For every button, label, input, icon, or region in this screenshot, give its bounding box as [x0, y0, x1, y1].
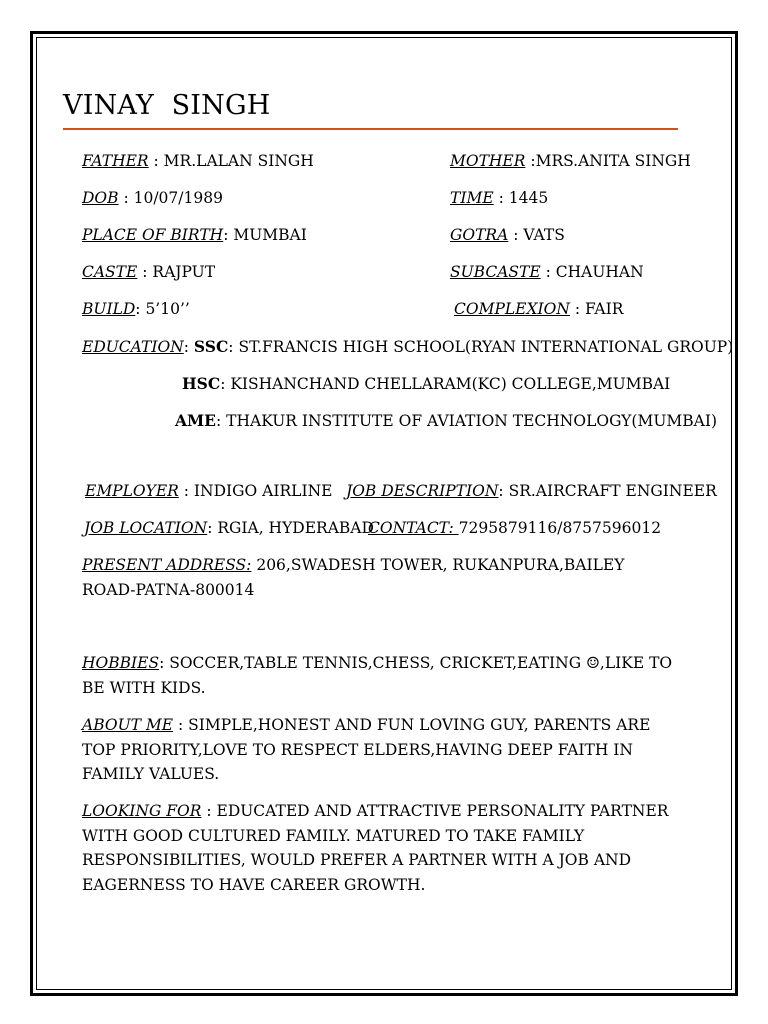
jobdesc-label: JOB DESCRIPTION: [346, 482, 499, 500]
hsc-row: [182, 374, 670, 394]
title-divider: [63, 128, 678, 130]
mother-row: [450, 151, 691, 171]
father-label: FATHER: [82, 152, 149, 170]
ame-label: AME: [175, 411, 216, 430]
employer-label: EMPLOYER: [85, 482, 179, 500]
build-value: : 5’10’’: [135, 300, 190, 318]
time-row: [450, 188, 548, 208]
time-label: TIME: [450, 189, 494, 207]
about-value: : SIMPLE,HONEST AND FUN LOVING GUY, PARENTS ARE TOP PRIORITY,LOVE TO RESPECT ELDERS,HAVING DEEP FAITH IN FAMILY VALUES.: [82, 716, 651, 783]
employer-value: : INDIGO AIRLINE: [178, 482, 333, 500]
jobdesc-row: [346, 481, 717, 501]
joblocation-label: JOB LOCATION: [84, 519, 208, 537]
ssc-value: : ST.FRANCIS HIGH SCHOOL(RYAN INTERNATIONAL GROUP): [228, 338, 734, 356]
looking-value: : EDUCATED AND ATTRACTIVE PERSONALITY PARTNER WITH GOOD CULTURED FAMILY. MATURED TO TAKE FAMILY RESPONSIBILITIES, WOULD PREFER A PARTNER WITH A JOB AND EAGERNESS TO HAVE CAREER GROWTH.: [82, 802, 669, 894]
gotra-label: GOTRA: [450, 226, 509, 244]
hsc-label: HSC: [182, 374, 221, 393]
subcaste-label: SUBCASTE: [450, 263, 541, 281]
pob-label: PLACE OF BIRTH: [82, 226, 224, 244]
caste-value: : RAJPUT: [137, 263, 216, 281]
gotra-row: [450, 225, 565, 245]
father-value: : MR.LALAN SINGH: [148, 152, 314, 170]
time-value: : 1445: [493, 189, 549, 207]
caste-label: CASTE: [82, 263, 138, 281]
hsc-value: : KISHANCHAND CHELLARAM(KC) COLLEGE,MUMBAI: [220, 375, 671, 393]
address-value: 206,SWADESH TOWER, RUKANPURA,BAILEY ROAD-PATNA-800014: [82, 556, 625, 599]
caste-row: [82, 262, 215, 282]
hobbies-paragraph: [82, 651, 682, 700]
mother-label: MOTHER: [450, 152, 526, 170]
pob-row: [82, 225, 307, 245]
father-row: [82, 151, 314, 171]
about-label: ABOUT ME: [82, 716, 174, 734]
address-paragraph: [82, 553, 682, 602]
build-label: BUILD: [82, 300, 136, 318]
hobbies-label: HOBBIES: [82, 654, 160, 672]
contact-value: 7295879116/8757596012: [458, 519, 662, 537]
mother-value: :MRS.ANITA SINGH: [525, 152, 691, 170]
ame-row: [175, 411, 717, 431]
gotra-value: : VATS: [508, 226, 565, 244]
dob-value: : 10/07/1989: [118, 189, 223, 207]
joblocation-value: : RGIA, HYDERABAD: [207, 519, 374, 537]
education-label: EDUCATION: [82, 338, 184, 356]
profile-name: VINAY SINGH: [63, 90, 271, 121]
subcaste-row: [450, 262, 644, 282]
complexion-row: [454, 299, 623, 319]
dob-row: [82, 188, 223, 208]
build-row: [82, 299, 190, 319]
complexion-value: : FAIR: [569, 300, 624, 318]
complexion-label: COMPLEXION: [454, 300, 570, 318]
pob-value: : MUMBAI: [223, 226, 307, 244]
contact-label: CONTACT:: [368, 519, 459, 537]
jobdesc-value: : SR.AIRCRAFT ENGINEER: [498, 482, 717, 500]
joblocation-row: [84, 518, 374, 538]
ame-value: : THAKUR INSTITUTE OF AVIATION TECHNOLOGY(MUMBAI): [216, 412, 718, 430]
about-paragraph: [82, 713, 682, 787]
dob-label: DOB: [82, 189, 119, 207]
looking-for-paragraph: [82, 799, 682, 897]
ssc-label: SSC: [193, 337, 229, 356]
education-ssc-row: EDUCATION: SSC: ST.FRANCIS HIGH SCHOOL(RYAN INTERNATIONAL GROUP): [82, 337, 734, 356]
contact-row: [368, 518, 661, 538]
hobbies-value: : SOCCER,TABLE TENNIS,CHESS, CRICKET,EATING ☺,LIKE TO BE WITH KIDS.: [82, 654, 673, 697]
employer-row: [85, 481, 332, 501]
looking-label: LOOKING FOR: [82, 802, 202, 820]
address-label: PRESENT ADDRESS:: [82, 556, 252, 574]
subcaste-value: : CHAUHAN: [540, 263, 644, 281]
